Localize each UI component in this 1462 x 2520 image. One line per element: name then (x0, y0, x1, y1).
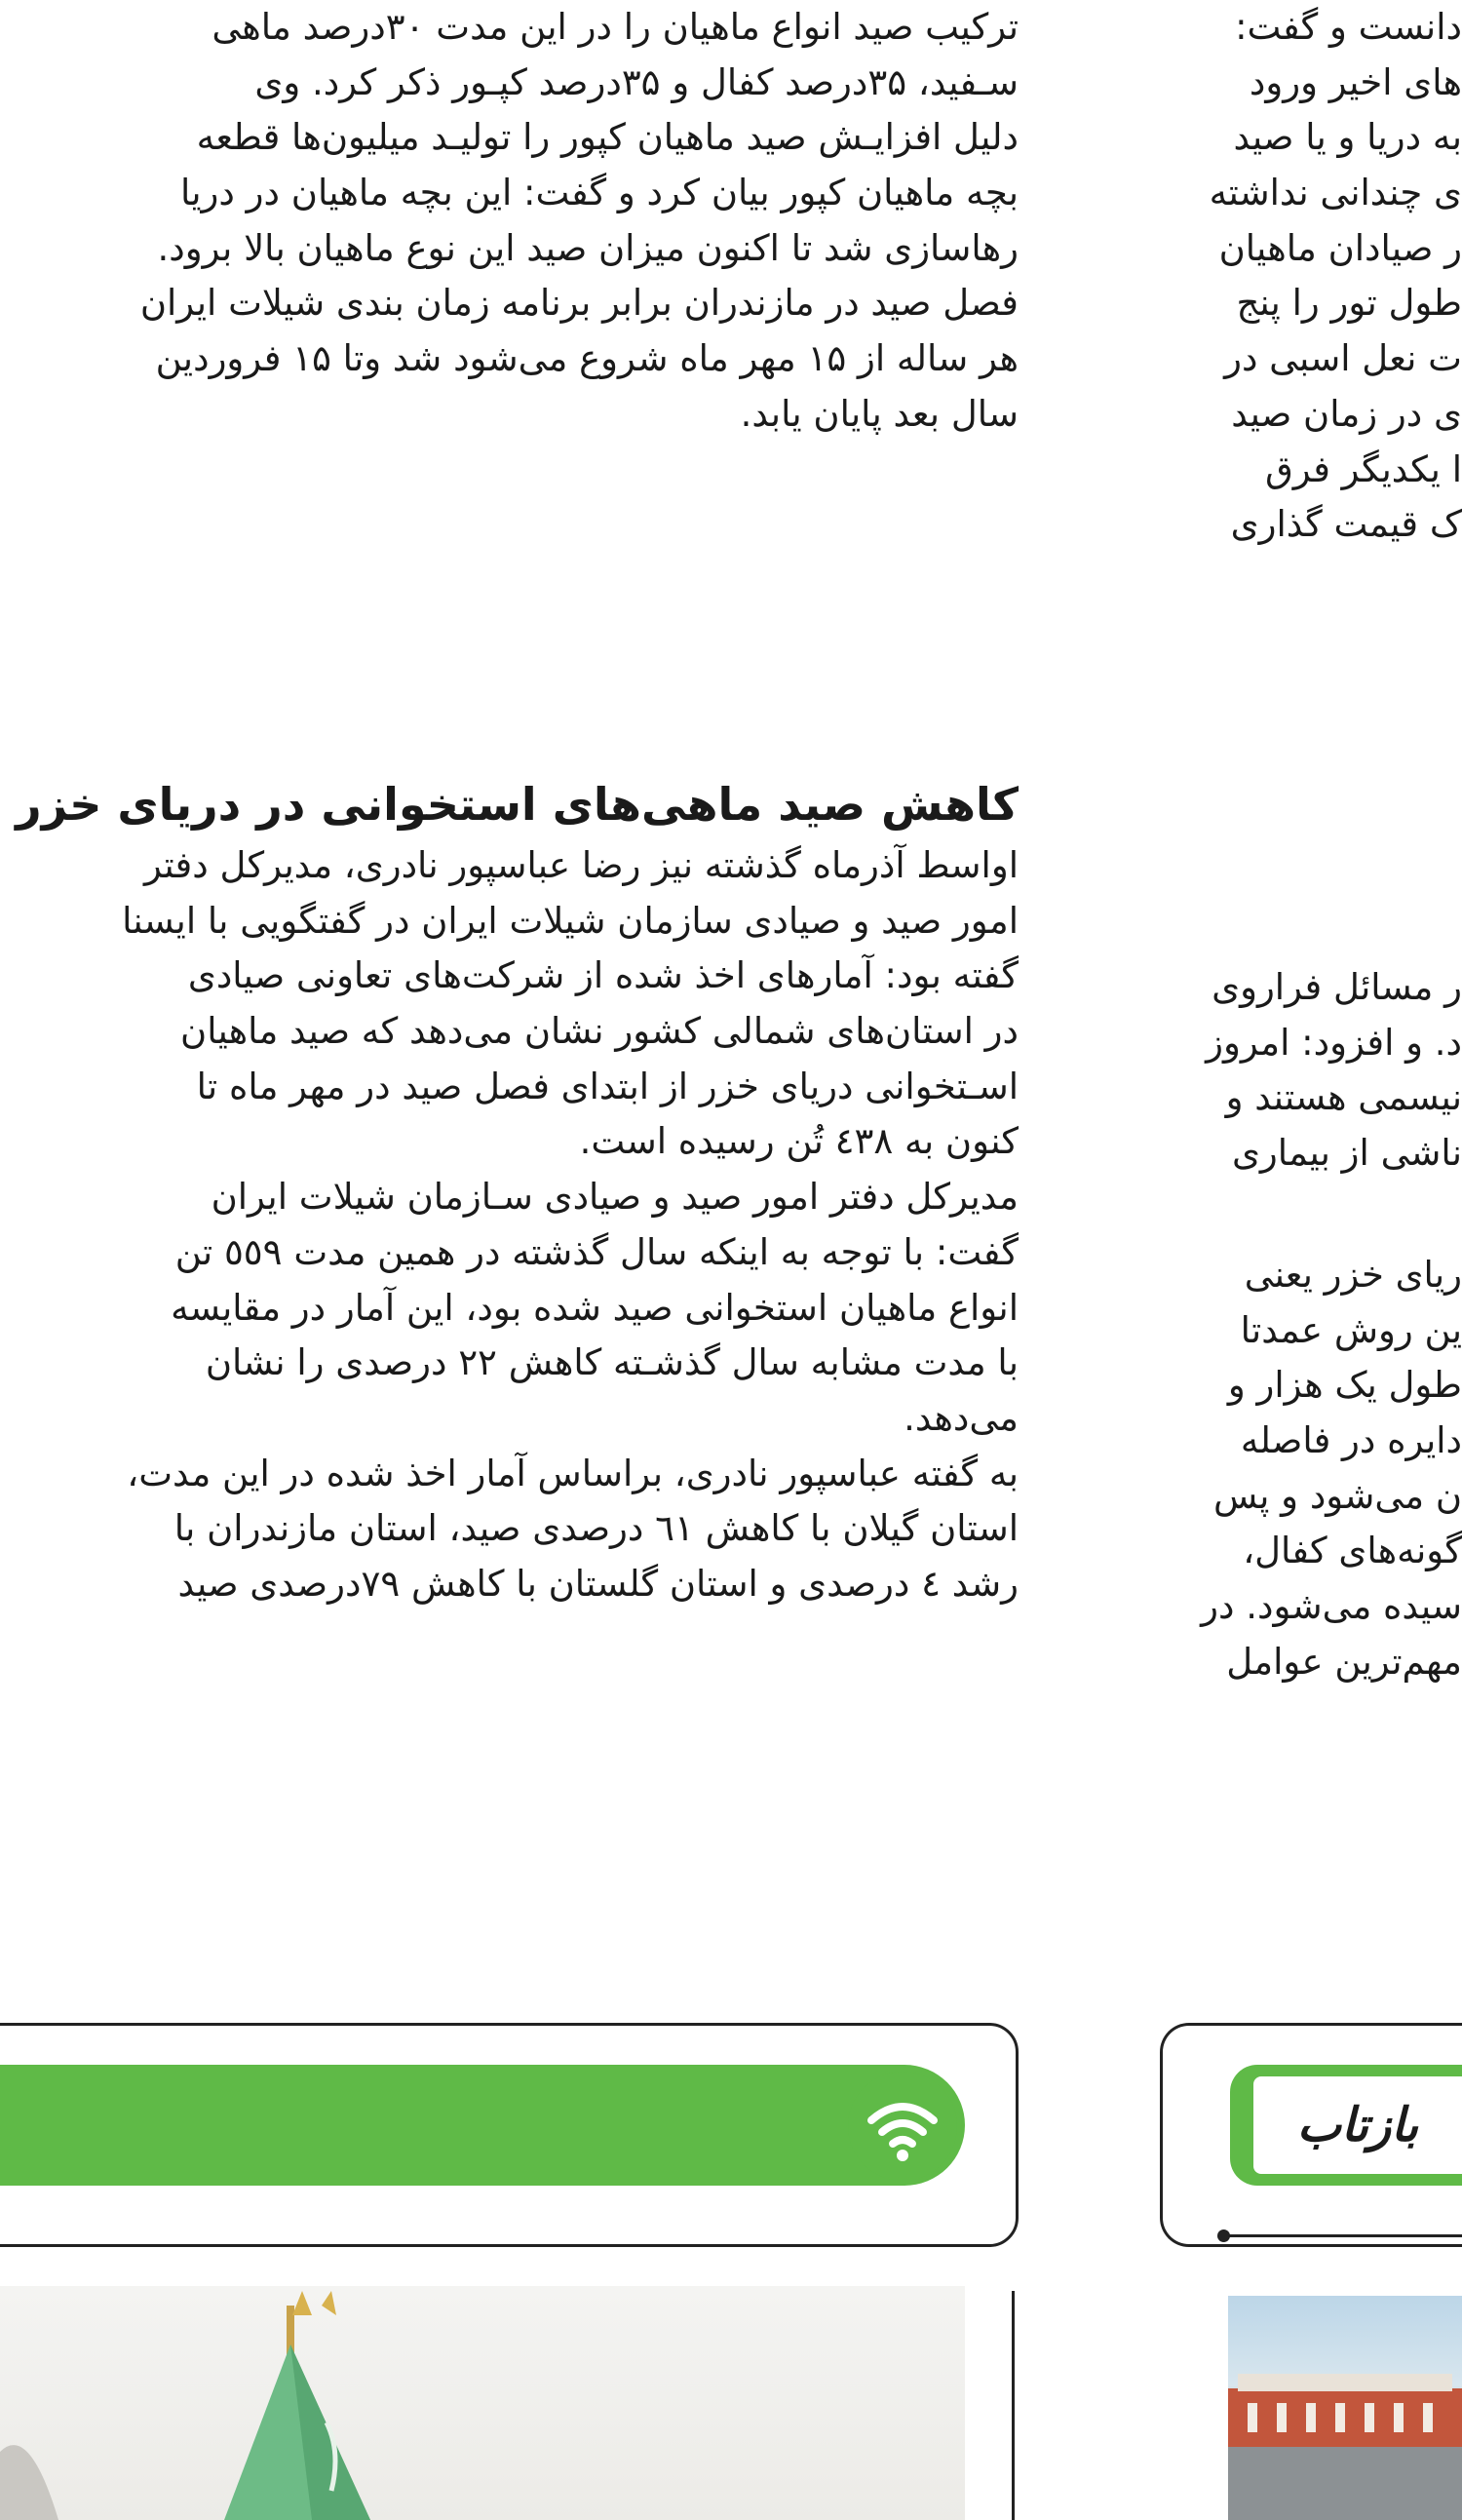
text-line: ر صیادان ماهیان (1218, 226, 1462, 269)
building-illustration (1228, 2296, 1462, 2520)
text-line: بچه ماهیان کپور بیان کرد و گفت: این بچه ماهیان در دریا (179, 172, 1019, 214)
text-line: می‌دهد. (904, 1396, 1019, 1439)
text-line: سال بعد پایان یابد. (740, 392, 1019, 435)
text-line: کنون به ٤٣٨ تُن رسیده است. (579, 1120, 1019, 1163)
column-divider (1012, 2291, 1015, 2520)
text-line: سـفید، ۳۵درصد کفال و ۳۵درصد کپـور ذکر کرد. وی (254, 60, 1019, 103)
article-body-2 (0, 838, 1019, 1612)
text-line: ر مسائل فراروی (1212, 966, 1462, 1008)
text-line: به دریا و یا صید (1233, 116, 1462, 159)
text-line: در استان‌های شمالی کشور نشان می‌دهد که صید ماهیان (180, 1010, 1019, 1053)
text-line: استان گیلان با کاهش ٦١ درصدی صید، استان مازندران با (173, 1507, 1019, 1550)
text-line: گفت: با توجه به اینکه سال گذشته در همین مدت ٥٥٩ تن (174, 1230, 1019, 1273)
text-line: دلیل افزایـش صید ماهیان کپور را تولیـد میلیون‌ها قطعه (196, 116, 1019, 159)
text-line: مدیرکل دفتر امور صید و صیادی سـازمان شیلات ایران (211, 1176, 1019, 1219)
text-line: مهم‌ترین عوامل (1226, 1640, 1462, 1683)
flag-illustration (0, 2286, 965, 2520)
text-line: د. و افزود: امروز (1206, 1021, 1462, 1064)
text-line: اسـتخوانی دریای خزر از ابتدای فصل صید در مهر ماه تا (196, 1065, 1019, 1107)
article-photo (0, 2286, 965, 2520)
section-tab-label: بازتاب (1253, 2076, 1462, 2174)
text-line: طول تور را پنج (1236, 282, 1462, 325)
article-subheading: کاهش صید ماهی‌های استخوانی در دریای خزر (16, 778, 1019, 831)
text-line: با مدت مشابه سال گذشـته کاهش ۲۲ درصدی را نشان (205, 1341, 1019, 1384)
article-paragraph-1 (0, 0, 1019, 443)
text-line: ریای خزر یعنی (1244, 1254, 1462, 1296)
text-line: اواسط آذرماه گذشته نیز رضا عباسپور نادری، مدیرکل دفتر (143, 844, 1019, 886)
text-line: سیده می‌شود. در (1201, 1585, 1462, 1628)
section-banner-bar (0, 2065, 965, 2186)
text-line: دانست و گفت: (1235, 6, 1462, 48)
text-line: گونه‌های کفال، (1243, 1530, 1462, 1572)
text-line: رهاسازی شد تا اکنون میزان صید این نوع ماهیان بالا برود. (157, 226, 1019, 269)
adjacent-paragraph-3 (1170, 1248, 1462, 1690)
text-line: به گفته عباسپور نادری، براساس آمار اخذ شده در این مدت، (127, 1452, 1019, 1494)
text-line: ناشی از بیماری (1231, 1132, 1462, 1175)
text-line: گفته بود: آمارهای اخذ شده از شرکت‌های تعاونی صیادی (187, 954, 1019, 997)
text-line: رشد ٤ درصدی و استان گلستان با کاهش ۷۹درصدی صید (177, 1562, 1019, 1605)
text-line: ی در زمان صید (1231, 392, 1462, 435)
adjacent-paragraph-1 (1170, 0, 1462, 553)
text-line: دایره در فاصله (1240, 1419, 1462, 1462)
text-line: ن می‌شود و پس (1212, 1474, 1462, 1517)
text-line: ک قیمت گذاری (1230, 503, 1462, 546)
text-line: ین روش عمدتا (1240, 1308, 1462, 1351)
text-line: هر ساله از ۱۵ مهر ماه شروع می‌شود شد وتا ۱۵ فروردین (155, 337, 1019, 380)
text-line: ترکیب صید انواع ماهیان را در این مدت ۳۰درصد ماهی (212, 6, 1019, 48)
text-line: های اخیر ورود (1249, 60, 1462, 103)
text-line: ا یکدیگر فرق (1265, 447, 1462, 490)
adjacent-paragraph-2 (1170, 960, 1462, 1182)
text-line: ت نعل اسبی در (1224, 337, 1462, 380)
text-line: ی چندانی نداشته (1209, 172, 1462, 214)
section-rule (1223, 2234, 1462, 2237)
adjacent-photo (1228, 2296, 1462, 2520)
text-line: فصل صید در مازندران برابر برنامه زمان بندی شیلات ایران (139, 282, 1019, 325)
text-line: انواع ماهیان استخوانی صید شده بود، این آمار در مقایسه (171, 1286, 1019, 1329)
wifi-icon (848, 2072, 957, 2181)
text-line: طول یک هزار و (1227, 1364, 1462, 1407)
text-line: نیسمی هستند و (1225, 1076, 1462, 1119)
rule-dot (1217, 2229, 1230, 2242)
text-line: امور صید و صیادی سازمان شیلات ایران در گفتگویی با ایسنا (122, 899, 1019, 942)
